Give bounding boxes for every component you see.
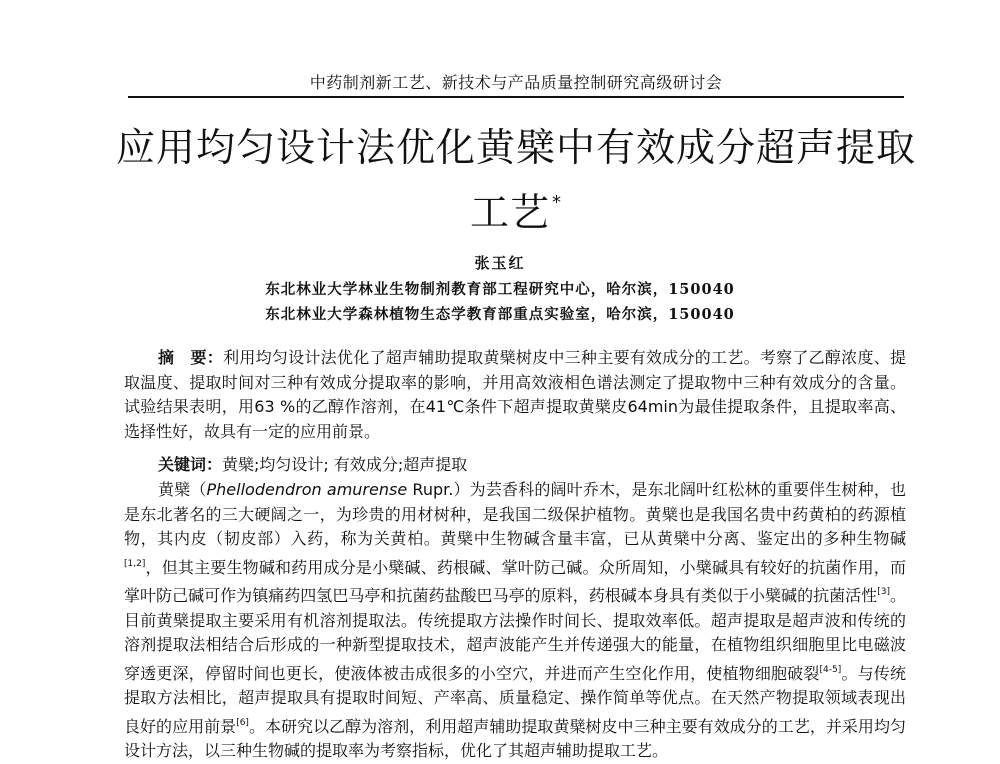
intro-paragraph [124,478,906,764]
keywords-label: 关键词： [158,455,223,474]
title-footnote-mark: * [552,192,562,213]
intro-text-1: 黄檗（ [158,480,207,499]
keywords [124,453,906,478]
affiliation-1: 东北林业大学林业生物制剂教育部工程研究中心，哈尔滨，150040 [265,281,735,298]
intro-text-6: 。本研究以乙醇为溶剂，利用超声辅助提取黄檗树皮中三种主要有效成分的工艺，并采用均匀设计方法，以三种生物碱的提取率为考察指标，优化了其超声辅助提取工艺。 [124,716,906,760]
abstract-text: 利用均匀设计法优化了超声辅助提取黄檗树皮中三种主要有效成分的工艺。考察了乙醇浓度、提取温度、提取时间对三种有效成分提取率的影响，并用高效液相色谱法测定了提取物中三种有效成分的含量。试验结果表明，用63 %的乙醇作溶剂，在41℃条件下超声提取黄檗皮64min为最佳提取条件，且提取率高、选择性好，故具有一定的应用前景。 [124,348,906,441]
intro-text-3: ，但其主要生物碱和药用成分是小檗碱、药根碱、掌叶防己碱。众所周知，小檗碱具有较好的抗菌作用，而掌叶防己碱可作为镇痛药四氢巴马亭和抗菌药盐酸巴马亭的原料，药根碱本身具有类似于小檗碱的抗菌活性 [124,557,906,605]
affiliation-2: 东北林业大学森林植物生态学教育部重点实验室，哈尔滨，150040 [265,306,735,323]
citation-ref-2: [3] [877,587,890,597]
running-head: 中药制剂新工艺、新技术与产品质量控制研究高级研讨会 [309,73,723,92]
author: 张玉红 [474,254,526,272]
abstract-label: 摘 要： [158,348,224,367]
citation-ref-3: [4-5] [819,664,842,675]
paper-title [110,122,922,241]
intro-text-2: Rupr.）为芸香科的阔叶乔木，是东北阔叶红松林的重要伴生树种，也是东北著名的三大硬阔之一，为珍贵的用材树种，是我国二级保护植物。黄檗也是我国名贵中药黄柏的药源植物，其内皮（韧皮部）入药，称为关黄柏。黄檗中生物碱含量丰富，已从黄檗中分离、鉴定出的多种生物碱 [124,480,906,548]
header-rule [128,96,904,98]
keywords-text: 黄檗;均匀设计; 有效成分;超声提取 [222,455,468,474]
intro-text-4: 。目前黄檗提取主要采用有机溶剂提取法。传统提取方法操作时间长、提取效率低。超声提取是超声波和传统的溶剂提取法相结合后形成的一种新型提取技术，超声波能产生并传递强大的能量，在植物组织细胞里比电磁波穿透更深，停留时间也更长，使液体被击成很多的小空穴，并进而产生空化作用，使植物细胞破裂 [124,586,906,683]
intro-text-5: 。与传统提取方法相比，超声提取具有提取时间短、产率高、质量稳定、操作简单等优点。在天然产物提取领域表现出良好的应用前景 [124,663,906,736]
citation-ref-4: [6] [236,717,249,728]
latin-name: Phellodendron amurense [206,480,408,499]
abstract [124,346,906,444]
title-text: 应用均匀设计法优化黄檗中有效成分超声提取工艺 [115,126,916,236]
citation-ref-1: [1,2] [124,558,146,569]
